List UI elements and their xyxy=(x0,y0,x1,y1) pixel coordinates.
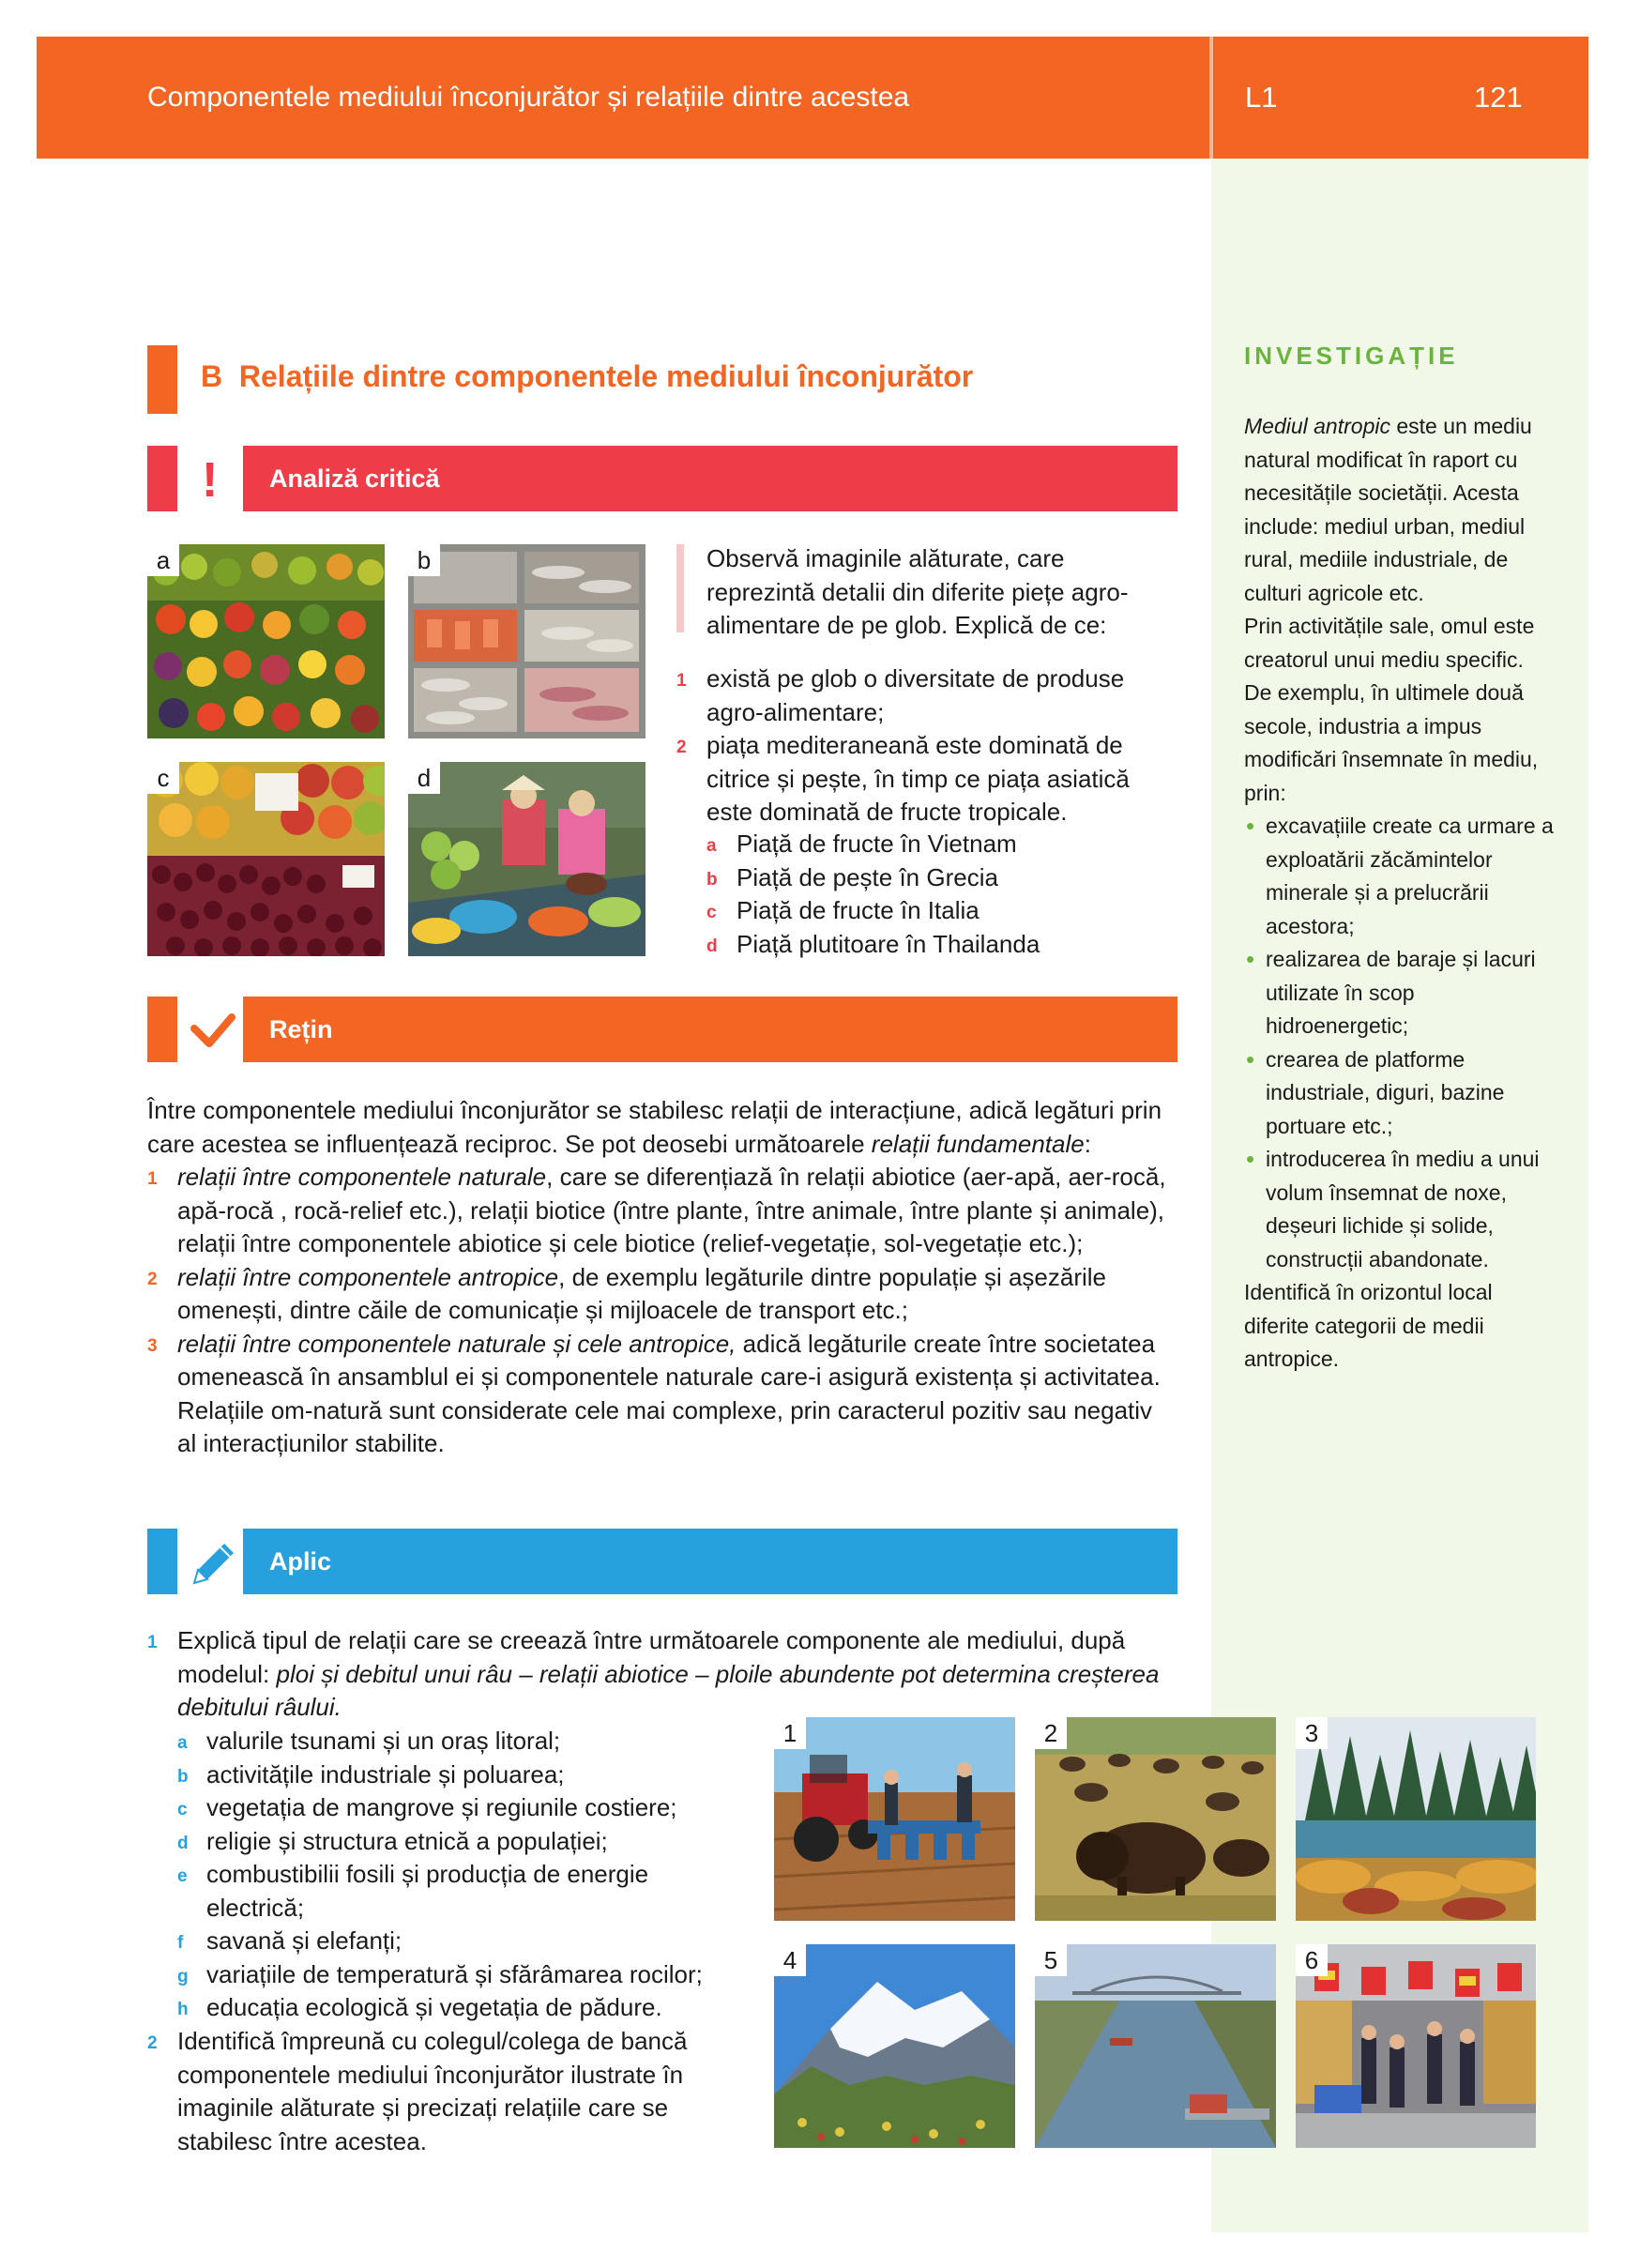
retin-intro-em: relații fundamentale xyxy=(871,1129,1085,1158)
list-number: 1 xyxy=(147,1633,158,1652)
caption-text: Piață de fructe în Vietnam xyxy=(737,830,1017,858)
photo-forest-river xyxy=(1296,1717,1536,1921)
list-text: există pe glob o diversitate de produse agro-alimentare; xyxy=(706,664,1125,726)
photo-tag: 6 xyxy=(1296,1944,1328,1976)
list-item xyxy=(147,1261,1177,1328)
retin-label: Rețin xyxy=(269,1015,333,1043)
list-item xyxy=(1244,810,1554,943)
section-marker xyxy=(147,345,177,414)
retin-list xyxy=(147,1161,1177,1461)
analiza-questions xyxy=(676,662,1176,830)
list-item xyxy=(706,928,1176,962)
photo-tag: 1 xyxy=(774,1717,806,1749)
photo-tag: c xyxy=(147,762,179,794)
list-item xyxy=(177,1958,759,1992)
caption-text: Piață de fructe în Italia xyxy=(737,896,980,924)
bullet-icon: • xyxy=(1246,1044,1255,1073)
analiza-label: Analiză critică xyxy=(269,464,440,493)
photo-river-bridge xyxy=(1035,1944,1276,2148)
aplic-sublist xyxy=(177,1725,759,2025)
list-item xyxy=(147,1161,1177,1261)
photo-tag: b xyxy=(408,544,440,576)
list-item xyxy=(706,828,1176,861)
retin-header xyxy=(147,997,1177,1062)
list-letter: a xyxy=(177,1733,188,1753)
aplic-marker xyxy=(147,1529,177,1594)
list-text: religie și structura etnică a populației; xyxy=(206,1826,608,1855)
aplic-q2 xyxy=(147,2025,748,2158)
sidebar-intro-em: Mediul antropic xyxy=(1244,414,1390,438)
photo-tag: 5 xyxy=(1035,1944,1067,1976)
list-text: valurile tsunami și un oraș litoral; xyxy=(206,1727,561,1755)
sidebar-heading: INVESTIGAȚIE xyxy=(1244,342,1459,370)
header-divider xyxy=(1209,37,1213,159)
retin-intro xyxy=(147,1094,1177,1161)
photo-tag: d xyxy=(408,762,440,794)
list-item xyxy=(177,1791,759,1825)
list-item xyxy=(1244,943,1554,1043)
photo-fish-market-greece xyxy=(408,544,645,738)
list-text: vegetația de mangrove și regiunile costiere; xyxy=(206,1793,677,1821)
forest-lake-image xyxy=(1296,1717,1536,1921)
list-number: 3 xyxy=(147,1335,158,1356)
bullet-text: introducerea în mediu a unui volum însemnat de noxe, deșeuri lichide și solide, construcții abandonate. xyxy=(1266,1147,1540,1271)
photo-tag: 2 xyxy=(1035,1717,1067,1749)
q1-model: ploi și debitul unui râu – relații abiotice – ploile abundente pot determina creșterea debitului râului. xyxy=(177,1659,1160,1721)
list-number: 2 xyxy=(147,2033,158,2053)
list-text: , care se diferențiază în relații abiotice (aer-apă, aer-rocă, apă-rocă , rocă-relief etc.), relații biotice (între plante, între animale, între plante și animale), relații între componentele abiotice și cele biotice (relief-vegetație, sol-vegetație etc.); xyxy=(177,1163,1166,1257)
analiza-header xyxy=(147,446,1177,511)
fish-market-image xyxy=(408,544,645,738)
sidebar-bullets xyxy=(1244,810,1554,1276)
retin-marker xyxy=(147,997,177,1062)
list-number: 1 xyxy=(147,1169,158,1189)
bullet-text: realizarea de baraje și lacuri utilizate în scop hidroenergetic; xyxy=(1266,947,1536,1038)
bullet-icon: • xyxy=(1246,812,1255,840)
aplic-band xyxy=(243,1529,1177,1594)
page-header xyxy=(37,37,1588,159)
list-letter: e xyxy=(177,1866,188,1886)
fruit-stand-image xyxy=(147,762,385,956)
caption-letter: a xyxy=(706,836,717,856)
section-title-text: Relațiile dintre componentele mediului înconjurător xyxy=(238,359,974,393)
list-text: educația ecologică și vegetația de pădure. xyxy=(206,1993,662,2021)
list-number: 2 xyxy=(676,738,687,757)
photo-mountains xyxy=(774,1944,1015,2148)
sidebar-outro: Identifică în orizontul local diferite categorii de medii antropice. xyxy=(1244,1280,1493,1371)
photo-supermarket xyxy=(1296,1944,1536,2148)
quote-accent-bar xyxy=(676,544,684,632)
supermarket-image xyxy=(1296,1944,1536,2148)
checkmark-icon xyxy=(181,997,243,1062)
tractor-field-image xyxy=(774,1717,1015,1921)
photo-tag: 4 xyxy=(774,1944,806,1976)
list-item xyxy=(706,861,1176,895)
list-text: variațiile de temperatură și sfărâmarea rocilor; xyxy=(206,1959,703,1988)
chapter-title: Componentele mediului înconjurător și relațiile dintre acestea xyxy=(147,82,910,113)
list-letter: g xyxy=(177,1966,189,1986)
list-text: activitățile industriale și poluarea; xyxy=(206,1759,565,1789)
exclamation-icon: ! xyxy=(202,453,219,508)
list-letter: h xyxy=(177,2000,189,2019)
list-number: 1 xyxy=(676,671,687,691)
photo-tag: 3 xyxy=(1296,1717,1328,1749)
aplic-header xyxy=(147,1529,1177,1594)
list-item xyxy=(177,1858,759,1925)
photo-fruit-market-italy xyxy=(147,762,385,956)
caption-letter: c xyxy=(706,903,717,922)
list-letter: c xyxy=(177,1800,188,1819)
list-text: savană și elefanți; xyxy=(206,1926,402,1955)
analiza-intro: Observă imaginile alăturate, care reprezintă detalii din diferite piețe agro-alimentare de pe glob. Explică de ce: xyxy=(706,544,1129,639)
page-number: 121 xyxy=(1474,81,1523,114)
river-barge-image xyxy=(1035,1944,1276,2148)
sidebar-intro-text: este un mediu natural modificat în raport cu necesitățile societății. Acesta include: mediul urban, mediul rural, mediile industriale, de culturi agricole etc. xyxy=(1244,414,1532,605)
list-item xyxy=(1244,1143,1554,1276)
list-text: , de exemplu legăturile dintre populație și așezările omenești, dintre căile de comunicație și mijloacele de transport etc.; xyxy=(177,1262,1107,1324)
caption-text: Piață de pește în Grecia xyxy=(737,862,998,891)
pencil-icon xyxy=(181,1529,243,1594)
list-em: relații între componentele antropice xyxy=(177,1262,559,1291)
retin-band xyxy=(243,997,1177,1062)
photo-tag: a xyxy=(147,544,179,576)
retin-intro-end: : xyxy=(1084,1129,1091,1158)
bullet-icon: • xyxy=(1246,945,1255,973)
snowy-mountain-image xyxy=(774,1944,1015,2148)
sidebar-intro xyxy=(1244,410,1554,610)
list-item xyxy=(676,729,1176,830)
photo-fruit-market-vietnam xyxy=(147,544,385,738)
analiza-marker xyxy=(147,446,177,511)
bullet-icon: • xyxy=(1246,1145,1255,1173)
caption-letter: d xyxy=(706,936,718,956)
list-letter: f xyxy=(177,1933,184,1953)
sidebar-text xyxy=(1244,410,1554,1377)
fruit-market-image xyxy=(147,544,385,738)
list-item xyxy=(147,2025,748,2158)
photo-agriculture xyxy=(774,1717,1015,1921)
list-number: 2 xyxy=(147,1269,158,1289)
retin-intro-text: Între componentele mediului înconjurător se stabilesc relații de interacțiune, adică legături prin care acestea se influențează reciproc. Se pot deosebi următoarele xyxy=(147,1096,1162,1158)
lesson-label: L1 xyxy=(1245,81,1278,114)
section-letter: B xyxy=(201,359,223,393)
caption-letter: b xyxy=(706,869,718,890)
list-em: relații între componentele naturale și cele antropice, xyxy=(177,1329,737,1358)
list-item xyxy=(177,1825,759,1859)
list-item xyxy=(1244,1043,1554,1144)
list-text: combustibilii fosili și producția de energie electrică; xyxy=(206,1860,649,1922)
list-em: relații între componentele naturale xyxy=(177,1163,547,1191)
bison-grassland-image xyxy=(1035,1717,1276,1921)
list-text: piața mediteraneană este dominată de citrice și pește, în timp ce piața asiatică este dominată de fructe tropicale. xyxy=(706,731,1130,826)
aplic-q1 xyxy=(147,1624,1177,1725)
list-item xyxy=(177,1991,759,2025)
bullet-text: excavațiile create ca urmare a exploatării zăcămintelor minerale și a prelucrării acestora; xyxy=(1266,814,1554,938)
list-item xyxy=(177,1758,759,1792)
list-text: adică legăturile create între societatea omenească în ansamblul ei și componentele naturale care-i asigură existența și activitatea. Relațiile om-natură sunt considerate cele mai complexe, prin caracterul pozitiv sau negativ al interacțiunilor stabilite. xyxy=(177,1329,1161,1457)
list-item xyxy=(706,894,1176,928)
list-item xyxy=(177,1925,759,1958)
photo-floating-market-thailand xyxy=(408,762,645,956)
list-letter: d xyxy=(177,1833,189,1853)
list-item xyxy=(147,1328,1177,1461)
list-letter: b xyxy=(177,1766,189,1787)
sidebar-para: Prin activitățile sale, omul este creatorul unui mediu specific. De exemplu, în ultimele două secole, industria a impus modificări însemnate în mediu, prin: xyxy=(1244,614,1539,805)
section-title xyxy=(201,359,973,394)
aplic-label: Aplic xyxy=(269,1547,332,1575)
photo-captions xyxy=(706,828,1176,961)
list-item xyxy=(676,662,1176,729)
list-item xyxy=(177,1725,759,1758)
photo-bison xyxy=(1035,1717,1276,1921)
list-item xyxy=(147,1624,1177,1725)
q2-text: Identifică împreună cu colegul/colega de bancă componentele mediului înconjurător ilustrate în imaginile alăturate și precizați relațiile care se stabilesc între acestea. xyxy=(177,2027,688,2155)
q1-text: Explică tipul de relații care se creează între următoarele componente ale mediului, după modelul: xyxy=(177,1626,1126,1688)
floating-market-image xyxy=(408,762,645,956)
bullet-text: crearea de platforme industriale, diguri, bazine portuare etc.; xyxy=(1266,1046,1505,1138)
caption-text: Piață plutitoare în Thailanda xyxy=(737,929,1040,958)
